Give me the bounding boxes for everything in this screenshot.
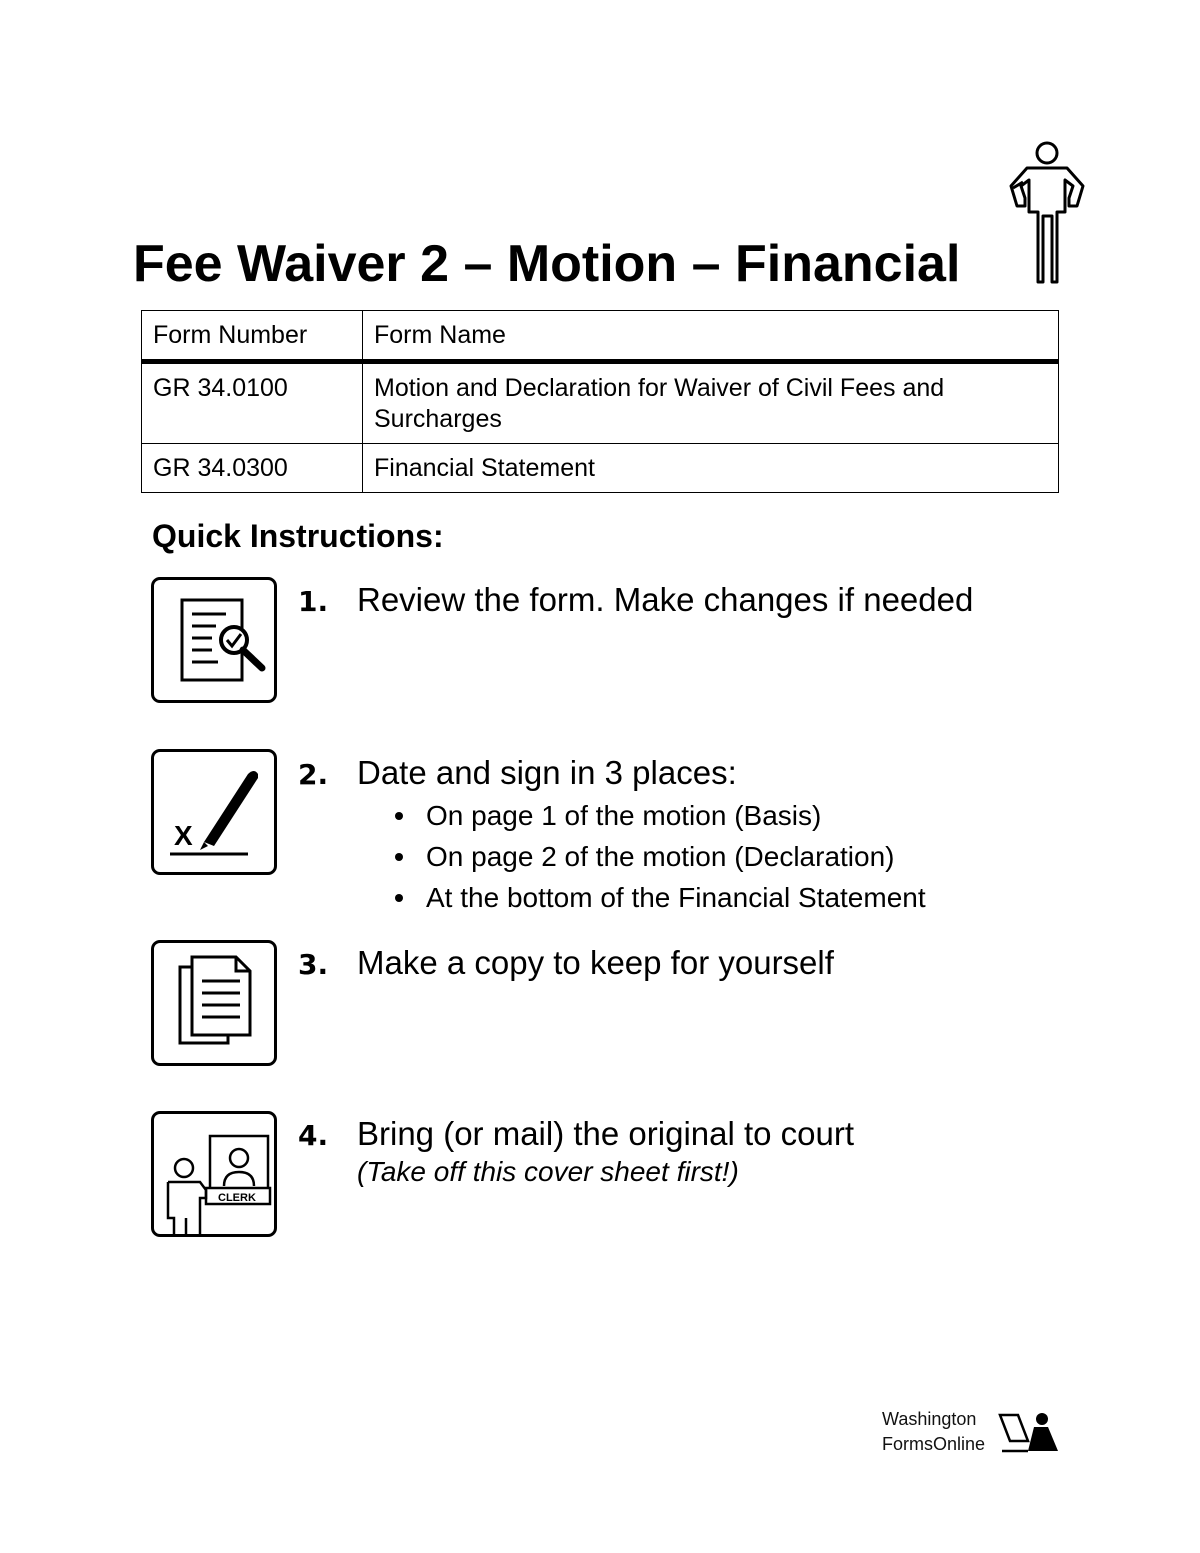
instructions-heading: Quick Instructions: [152, 518, 444, 554]
sign-x-label: X [174, 820, 193, 851]
list-item: On page 2 of the motion (Declaration) [426, 836, 926, 877]
clerk-label: CLERK [218, 1192, 256, 1204]
logo-line-2: FormsOnline [882, 1434, 986, 1454]
table-header-row [142, 311, 1059, 362]
list-item: On page 1 of the motion (Basis) [426, 795, 926, 836]
list-item: At the bottom of the Financial Statement [426, 877, 926, 918]
forms-table [141, 310, 1059, 493]
header-form-name: Form Name [363, 311, 1059, 362]
form-name-cell: Financial Statement [363, 444, 1059, 493]
document-review-icon [151, 577, 277, 703]
sign-pen-icon [151, 749, 277, 875]
step-number: 2. [298, 758, 329, 791]
form-number-cell: GR 34.0100 [142, 362, 363, 444]
step-text: Review the form. Make changes if needed [357, 581, 974, 618]
header-form-number: Form Number [142, 311, 363, 362]
step-text: Make a copy to keep for yourself [357, 944, 834, 981]
step-number: 4. [298, 1119, 329, 1152]
washington-forms-online-logo [882, 1407, 985, 1457]
step-number: 3. [298, 948, 329, 981]
step-number: 1. [298, 585, 329, 618]
table-row [142, 362, 1059, 444]
court-clerk-icon [151, 1111, 277, 1237]
step-text: Bring (or mail) the original to court [357, 1115, 855, 1152]
copy-documents-icon [151, 940, 277, 1066]
step-text: Date and sign in 3 places: [357, 754, 737, 791]
form-name-cell: Motion and Declaration for Waiver of Civil Fees and Surcharges [363, 362, 1059, 444]
table-row [142, 444, 1059, 493]
person-standing-icon [1005, 140, 1091, 293]
logo-line-1: Washington [882, 1409, 977, 1429]
washington-forms-online-logo-icon [998, 1411, 1060, 1458]
form-number-cell: GR 34.0300 [142, 444, 363, 493]
step-note: (Take off this cover sheet first!) [357, 1156, 739, 1187]
signature-places-list [426, 795, 926, 918]
page-title: Fee Waiver 2 – Motion – Financial [133, 235, 961, 293]
